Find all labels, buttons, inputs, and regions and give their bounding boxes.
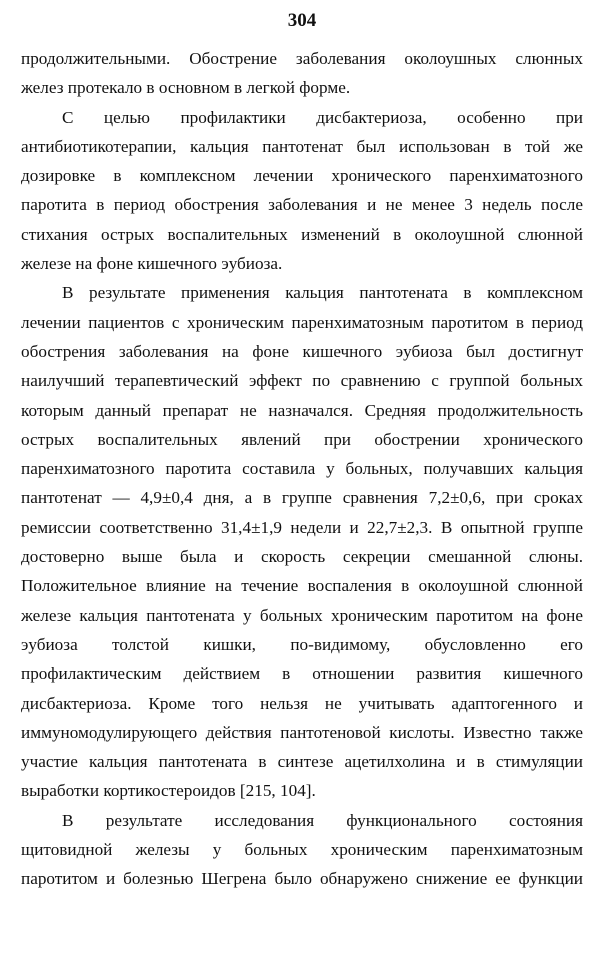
text-line: которым данный препарат не назначался. Средняя продолжительность bbox=[21, 400, 583, 420]
text-line: лечении пациентов с хроническим паренхиматозным паротитом в период bbox=[21, 312, 583, 332]
text-line: стихания острых воспалительных изменений в околоушной слюнной bbox=[21, 224, 583, 244]
text-line: выработки кортикостероидов [215, 104]. bbox=[21, 781, 316, 801]
body-text bbox=[21, 44, 583, 894]
text-line: паротитом и болезнью Шегрена было обнаружено снижение ее функции bbox=[21, 869, 583, 889]
text-line: паренхиматозного паротита составила у больных, получавших кальция bbox=[21, 459, 583, 479]
text-line: антибиотикотерапии, кальция пантотенат был использован в той же bbox=[21, 136, 583, 156]
text-line: наилучший терапевтический эффект по сравнению с группой больных bbox=[21, 371, 583, 391]
text-line: ремиссии соответственно 31,4±1,9 недели и 22,7±2,3. В опытной группе bbox=[21, 517, 583, 537]
text-line: дисбактериоза. Кроме того нельзя не учитывать адаптогенного и bbox=[21, 693, 583, 713]
text-line: обострения заболевания на фоне кишечного эубиоза был достигнут bbox=[21, 341, 583, 361]
text-line: острых воспалительных явлений при обострении хронического bbox=[21, 429, 583, 449]
text-line: эубиоза толстой кишки, по-видимому, обусловленно его bbox=[21, 634, 583, 654]
text-line: В результате исследования функционального состояния bbox=[62, 810, 583, 830]
text-line: пантотенат — 4,9±0,4 дня, а в группе сравнения 7,2±0,6, при сроках bbox=[21, 488, 583, 508]
text-line: Положительное влияние на течение воспаления в околоушной слюнной bbox=[21, 576, 583, 596]
text-line: С целью профилактики дисбактериоза, особенно при bbox=[62, 107, 583, 127]
text-line: дозировке в комплексном лечении хронического паренхиматозного bbox=[21, 166, 583, 186]
text-line: продолжительными. Обострение заболевания околоушных слюнных bbox=[21, 49, 583, 68]
text-line: железе на фоне кишечного эубиоза. bbox=[21, 254, 283, 274]
text-line: профилактическим действием в отношении развития кишечного bbox=[21, 664, 583, 684]
text-line: В результате применения кальция пантотената в комплексном bbox=[62, 283, 583, 303]
text-line: достоверно выше была и скорость секреции смешанной слюны. bbox=[21, 547, 583, 567]
text-line: иммуномодулирующего действия пантотеновой кислоты. Известно также bbox=[21, 722, 583, 742]
text-line: щитовидной железы у больных хроническим паренхиматозным bbox=[21, 840, 583, 860]
text-line: желез протекало в основном в легкой форме. bbox=[21, 78, 351, 98]
text-line: железе кальция пантотената у больных хроническим паротитом на фоне bbox=[21, 605, 583, 625]
page-number: 304 bbox=[287, 10, 317, 31]
text-line: паротита в период обострения заболевания и не менее 3 недель после bbox=[21, 195, 583, 215]
text-line: участие кальция пантотената в синтезе ацетилхолина и в стимуляции bbox=[21, 752, 583, 772]
